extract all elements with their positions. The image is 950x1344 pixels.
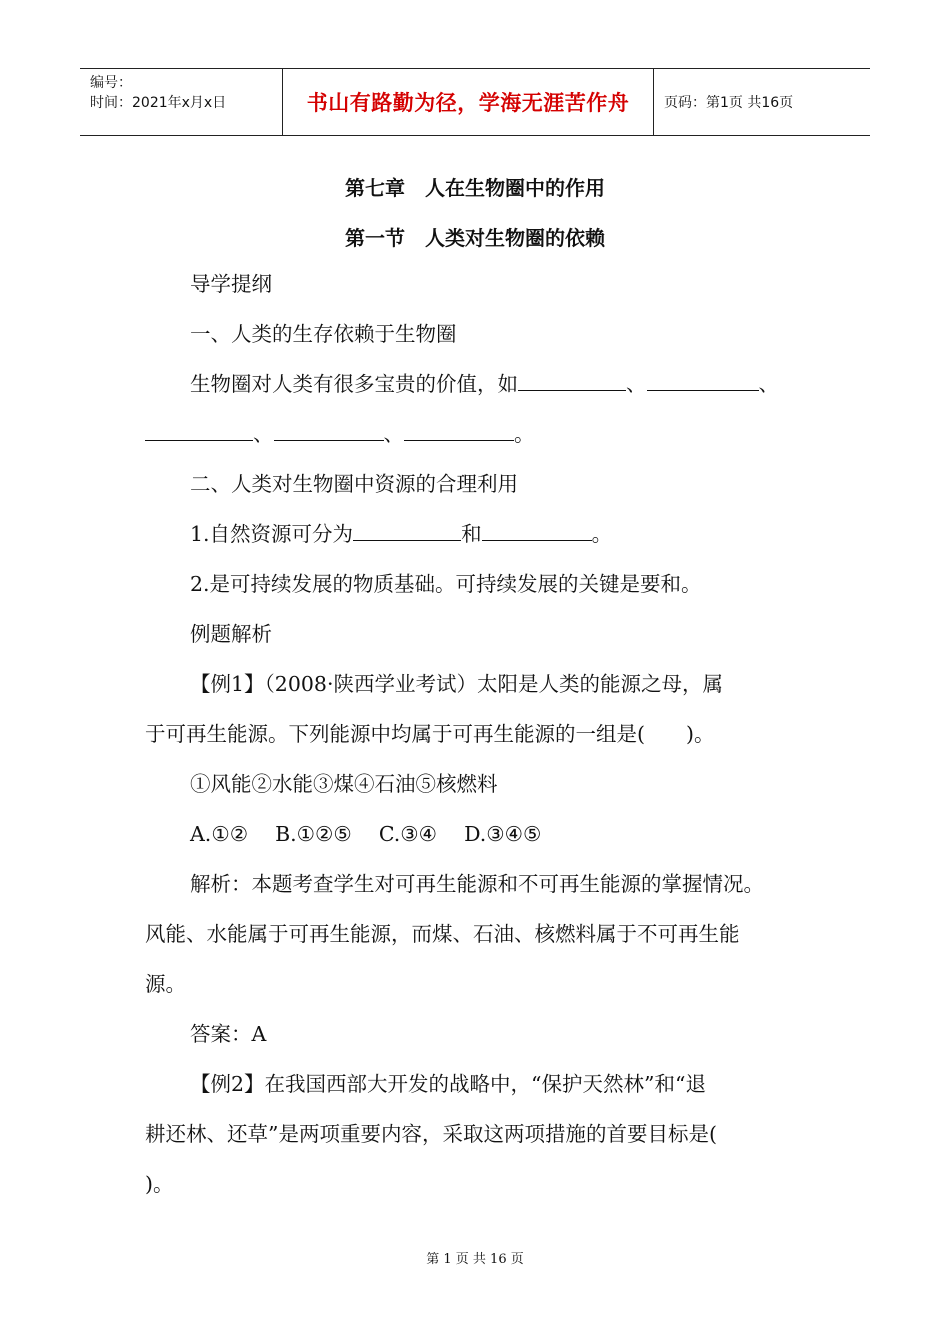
- example-one-items: ①风能②水能③煤④石油⑤核燃料: [190, 772, 498, 796]
- motto: 书山有路勤为径，学海无涯苦作舟: [306, 91, 630, 115]
- heading-two: 二、人类对生物圈中资源的合理利用: [190, 472, 518, 496]
- question-one-line1: 生物圈对人类有很多宝贵的价值，如 、 、: [190, 372, 779, 396]
- analysis-line2: 风能、水能属于可再生能源，而煤、石油、核燃料属于不可再生能: [145, 922, 740, 946]
- header-motto-cell: [282, 69, 654, 135]
- answer-line: 答案：A: [190, 1022, 267, 1046]
- example-two-line2: 耕还林、还草”是两项重要内容，采取这两项措施的首要目标是(: [145, 1122, 717, 1146]
- heading-one: 一、人类的生存依赖于生物圈: [190, 322, 457, 346]
- question-one-line2: 、 、 。: [145, 420, 535, 448]
- example-one-options: A.①② B.①②⑤ C.③④ D.③④⑤: [190, 822, 542, 846]
- example-one-line2: 于可再生能源。下列能源中均属于可再生能源的一组是( )。: [145, 722, 715, 746]
- example-two-line1: 【例2】在我国西部大开发的战略中，“保护天然林”和“退: [190, 1072, 706, 1096]
- question-three: 2.是可持续发展的物质基础。可持续发展的关键是要和。: [190, 572, 702, 596]
- answer-blank[interactable]: [274, 420, 384, 441]
- answer-blank[interactable]: [145, 420, 253, 441]
- answer-blank[interactable]: [518, 370, 626, 391]
- section-title: 第一节 人类对生物圈的依赖: [345, 226, 605, 250]
- examples-heading: 例题解析: [190, 622, 272, 646]
- header-page-cell: [654, 69, 870, 135]
- example-two-line3: )。: [145, 1172, 174, 1196]
- page-info: 页码：第1页 共16页: [664, 95, 794, 111]
- answer-blank[interactable]: [647, 370, 759, 391]
- example-one-line1: 【例1】（2008·陕西学业考试）太阳是人类的能源之母，属: [190, 672, 723, 696]
- answer-blank[interactable]: [482, 520, 592, 541]
- answer-blank[interactable]: [404, 420, 514, 441]
- answer-blank[interactable]: [353, 520, 461, 541]
- time-label: 时间：2021年x月x日: [90, 95, 227, 111]
- header-meta: [80, 69, 282, 135]
- analysis-line1: 解析：本题考查学生对可再生能源和不可再生能源的掌握情况。: [190, 872, 764, 896]
- number-label: 编号：: [90, 75, 132, 91]
- question-two: 1.自然资源可分为 和 。: [190, 522, 613, 546]
- document-header: [80, 68, 870, 136]
- analysis-line3: 源。: [145, 972, 186, 996]
- page-footer: 第 1 页 共 16 页: [426, 1252, 524, 1267]
- guide-heading: 导学提纲: [190, 272, 272, 296]
- chapter-title: 第七章 人在生物圈中的作用: [345, 176, 605, 200]
